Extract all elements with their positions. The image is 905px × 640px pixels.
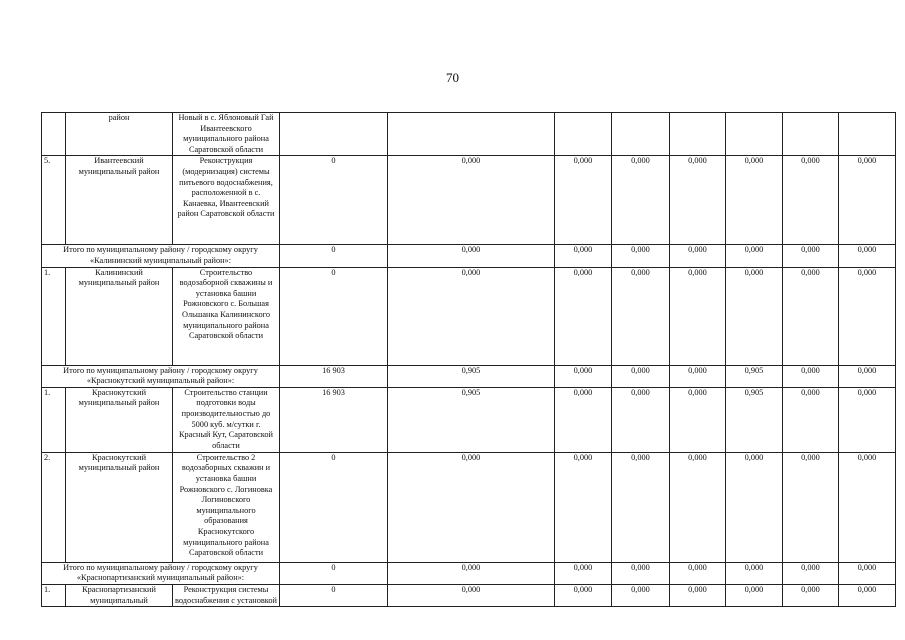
row-number: 1. xyxy=(42,584,66,606)
value-cell: 0,000 xyxy=(726,584,783,606)
table-row xyxy=(42,113,896,156)
table-row xyxy=(42,267,896,365)
district-name: район xyxy=(66,113,173,156)
value-cell xyxy=(388,113,555,156)
value-cell: 0,905 xyxy=(388,365,555,387)
value-cell: 0,000 xyxy=(839,267,896,365)
value-cell: 0,905 xyxy=(388,387,555,452)
table-row xyxy=(42,452,896,562)
value-cell: 0,000 xyxy=(670,452,726,562)
value-cell: 0,000 xyxy=(555,562,612,584)
value-cell: 0,000 xyxy=(555,245,612,267)
value-cell xyxy=(783,113,839,156)
value-cell xyxy=(612,113,670,156)
value-cell xyxy=(726,113,783,156)
value-cell: 0,000 xyxy=(388,584,555,606)
value-cell: 0,000 xyxy=(612,267,670,365)
value-cell xyxy=(670,113,726,156)
page-number: 70 xyxy=(446,70,459,85)
subtotal-row xyxy=(42,365,896,387)
value-cell: 0,000 xyxy=(612,452,670,562)
value-cell: 0,000 xyxy=(388,562,555,584)
value-cell: 0,000 xyxy=(612,365,670,387)
value-cell: 0,000 xyxy=(555,156,612,245)
value-cell: 0,000 xyxy=(726,562,783,584)
subtotal-row xyxy=(42,562,896,584)
value-cell: 0,000 xyxy=(670,365,726,387)
value-cell: 0,000 xyxy=(726,267,783,365)
value-cell: 0,000 xyxy=(612,387,670,452)
value-cell: 0,000 xyxy=(670,387,726,452)
district-name: Ивантеевский муниципальный район xyxy=(66,156,173,245)
district-name: Краснокутский муниципальный район xyxy=(66,387,173,452)
value-cell: 0,000 xyxy=(670,584,726,606)
subtotal-label: Итого по муниципальному району / городскому округу «Калининский муниципальный район»: xyxy=(42,245,280,267)
value-cell: 0,000 xyxy=(839,387,896,452)
object-description: Реконструкция (модернизация) системы питьевого водоснабжения, расположенной в с. Канаевка, Ивантеевский район Саратовской области xyxy=(173,156,280,245)
row-number: 2. xyxy=(42,452,66,562)
object-description: Строительство станции подготовки воды производительностью до 5000 куб. м/сутки г. Красный Кут, Саратовской области xyxy=(173,387,280,452)
value-cell: 0,000 xyxy=(670,562,726,584)
value-cell xyxy=(555,113,612,156)
subtotal-label: Итого по муниципальному району / городскому округу «Краснокутский муниципальный район»: xyxy=(42,365,280,387)
value-cell: 0,000 xyxy=(388,245,555,267)
total-cost-cell: 0 xyxy=(280,156,388,245)
value-cell: 0,000 xyxy=(388,267,555,365)
value-cell: 0,000 xyxy=(555,387,612,452)
value-cell: 0,000 xyxy=(839,452,896,562)
value-cell: 0,000 xyxy=(726,156,783,245)
value-cell: 0,000 xyxy=(783,245,839,267)
value-cell: 0,000 xyxy=(670,156,726,245)
district-name: Калининский муниципальный район xyxy=(66,267,173,365)
row-number: 1. xyxy=(42,387,66,452)
value-cell: 0,000 xyxy=(839,365,896,387)
value-cell: 0,000 xyxy=(783,267,839,365)
object-description: Новый в с. Яблоновый Гай Ивантеевского муниципального района Саратовской области xyxy=(173,113,280,156)
value-cell: 0,000 xyxy=(612,584,670,606)
district-name: Краснопартизанский муниципальный xyxy=(66,584,173,606)
total-cost-cell: 0 xyxy=(280,452,388,562)
value-cell xyxy=(839,113,896,156)
value-cell: 0,000 xyxy=(839,245,896,267)
value-cell: 0,000 xyxy=(783,584,839,606)
row-number xyxy=(42,113,66,156)
object-description: Строительство водозаборной скважины и установка башни Рожновского с. Большая Ольшанка Калининского муниципального района Саратовской области xyxy=(173,267,280,365)
total-cost-cell: 16 903 xyxy=(280,387,388,452)
total-cost-cell: 0 xyxy=(280,584,388,606)
investment-table xyxy=(41,112,896,607)
value-cell: 0,000 xyxy=(839,584,896,606)
row-number: 1. xyxy=(42,267,66,365)
total-cost-cell: 0 xyxy=(280,245,388,267)
value-cell: 0,000 xyxy=(783,452,839,562)
table-row xyxy=(42,387,896,452)
value-cell: 0,000 xyxy=(555,267,612,365)
table-row xyxy=(42,584,896,606)
total-cost-cell: 0 xyxy=(280,267,388,365)
value-cell: 0,000 xyxy=(388,156,555,245)
value-cell: 0,000 xyxy=(726,452,783,562)
total-cost-cell: 0 xyxy=(280,562,388,584)
value-cell: 0,000 xyxy=(670,267,726,365)
value-cell: 0,000 xyxy=(612,562,670,584)
value-cell: 0,000 xyxy=(555,452,612,562)
value-cell: 0,000 xyxy=(783,387,839,452)
value-cell: 0,000 xyxy=(783,562,839,584)
value-cell: 0,905 xyxy=(726,365,783,387)
total-cost-cell: 16 903 xyxy=(280,365,388,387)
object-description: Строительство 2 водозаборных скважин и установка башни Рожновского с. Логиновка Логиновского муниципального образования Краснокутского муниципального района Саратовской области xyxy=(173,452,280,562)
district-name: Краснокутский муниципальный район xyxy=(66,452,173,562)
table-row xyxy=(42,156,896,245)
value-cell: 0,000 xyxy=(783,156,839,245)
value-cell: 0,000 xyxy=(388,452,555,562)
subtotal-label: Итого по муниципальному району / городскому округу «Краснопартизанский муниципальный район»: xyxy=(42,562,280,584)
value-cell: 0,905 xyxy=(726,387,783,452)
value-cell: 0,000 xyxy=(839,562,896,584)
value-cell: 0,000 xyxy=(670,245,726,267)
value-cell: 0,000 xyxy=(555,365,612,387)
value-cell: 0,000 xyxy=(555,584,612,606)
value-cell: 0,000 xyxy=(726,245,783,267)
row-number: 5. xyxy=(42,156,66,245)
subtotal-row xyxy=(42,245,896,267)
object-description: Реконструкция системы водоснабжения с установкой xyxy=(173,584,280,606)
value-cell: 0,000 xyxy=(612,245,670,267)
value-cell: 0,000 xyxy=(783,365,839,387)
value-cell: 0,000 xyxy=(612,156,670,245)
total-cost-cell xyxy=(280,113,388,156)
value-cell: 0,000 xyxy=(839,156,896,245)
